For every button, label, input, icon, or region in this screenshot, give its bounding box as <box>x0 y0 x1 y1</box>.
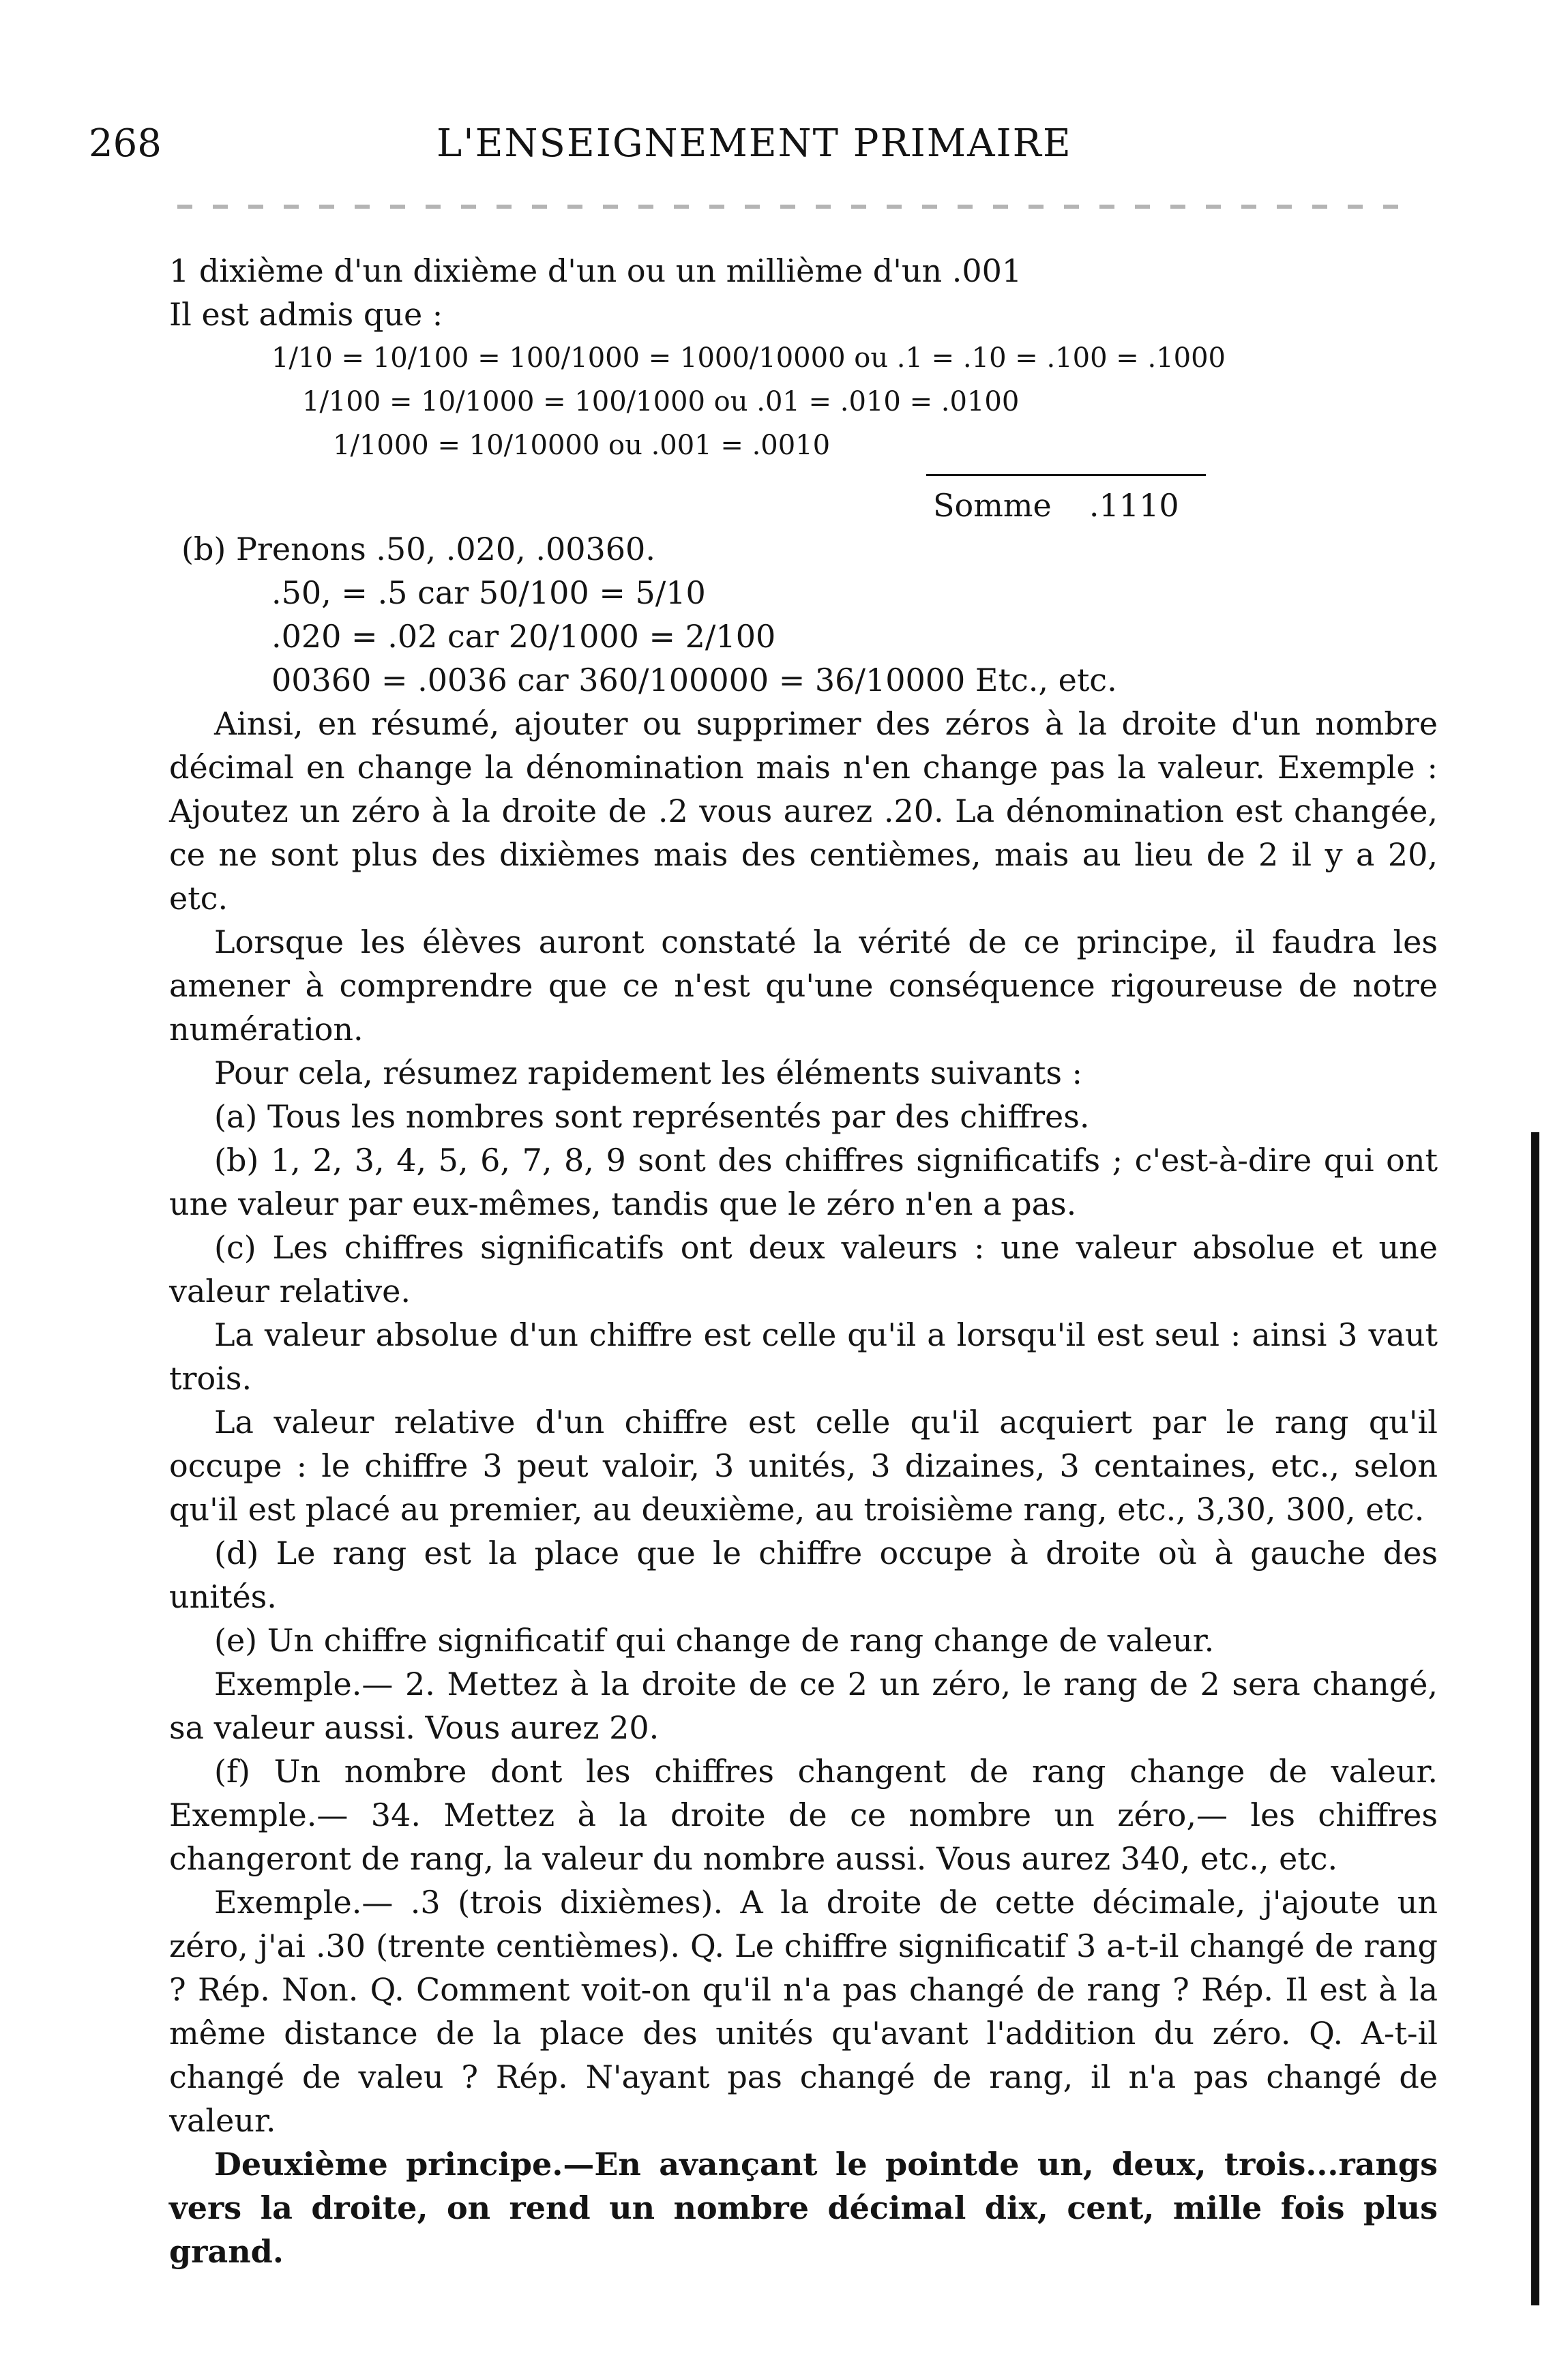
item-d: (d) Le rang est la place que le chiffre occupe à droite où à gauche des unités. <box>169 1535 1438 1615</box>
line-admis: Il est admis que : <box>169 296 443 333</box>
somme-label: Somme <box>933 487 1052 524</box>
b-line-3: 00360 = .0036 car 360/100000 = 36/10000 Etc., etc. <box>271 662 1117 698</box>
item-b: (b) 1, 2, 3, 4, 5, 6, 7, 8, 9 sont des chiffres significatifs ; c'est-à-dire qui ont une valeur par eux-mêmes, tandis que le zéro n'en a pas. <box>169 1142 1438 1222</box>
item-e: (e) Un chiffre significatif qui change de rang change de valeur. <box>214 1622 1215 1659</box>
print-smudge-line <box>177 205 1419 209</box>
b-line-2: .020 = .02 car 20/1000 = 2/100 <box>271 618 776 655</box>
item-c: (c) Les chiffres significatifs ont deux valeurs : une valeur absolue et une valeur relative. <box>169 1229 1438 1310</box>
paragraph-deuxieme-principe: Deuxième principe.—En avançant le pointde un, deux, trois...rangs vers la droite, on rend un nombre décimal dix, cent, mille fois plus grand. <box>169 2146 1438 2270</box>
equation-3: 1/1000 = 10/10000 ou .001 = .0010 <box>333 430 831 461</box>
equation-1: 1/10 = 10/100 = 100/1000 = 1000/10000 ou .1 = .10 = .100 = .1000 <box>271 342 1226 374</box>
page-number: 268 <box>89 121 162 166</box>
paragraph-ainsi: Ainsi, en résumé, ajouter ou supprimer des zéros à la droite d'un nombre décimal en change la dénomination mais n'en change pas la valeur. Exemple : Ajoutez un zéro à la droite de .2 vous aurez .20. La dénomination est changée, ce ne sont plus des dixièmes mais des centièmes, mais au lieu de 2 il y a 20, etc. <box>169 705 1438 917</box>
running-title: L'ENSEIGNEMENT PRIMAIRE <box>437 121 1072 166</box>
paragraph-valeur-relative: La valeur relative d'un chiffre est celle qu'il acquiert par le rang qu'il occupe : le chiffre 3 peut valoir, 3 unités, 3 dizaines, 3 centaines, etc., selon qu'il est placé au premier, au deuxième, au troisième rang, etc., 3,30, 300, etc. <box>169 1404 1438 1528</box>
b-line-1: .50, = .5 car 50/100 = 5/10 <box>271 574 706 611</box>
item-f: (f) Un nombre dont les chiffres changent de rang change de valeur. Exemple.— 34. Mettez à la droite de ce nombre un zéro,— les chiffres changeront de rang, la valeur du nombre aussi. Vous aurez 340, etc., etc. <box>169 1753 1438 1877</box>
sum-rule <box>926 474 1206 476</box>
paragraph-pour-cela: Pour cela, résumez rapidement les éléments suivants : <box>214 1054 1083 1091</box>
item-a: (a) Tous les nombres sont représentés par des chiffres. <box>214 1098 1090 1135</box>
equation-2: 1/100 = 10/1000 = 100/1000 ou .01 = .010 = .0100 <box>302 386 1020 417</box>
example-e: Exemple.— 2. Mettez à la droite de ce 2 un zéro, le rang de 2 sera changé, sa valeur aussi. Vous aurez 20. <box>169 1666 1438 1746</box>
paragraph-valeur-absolue: La valeur absolue d'un chiffre est celle qu'il a lorsqu'il est seul : ainsi 3 vaut trois. <box>169 1316 1438 1397</box>
line-millieme: 1 dixième d'un dixième d'un ou un millième d'un .001 <box>169 252 1022 289</box>
paragraph-lorsque: Lorsque les élèves auront constaté la vérité de ce principe, il faudra les amener à comprendre que ce n'est qu'une conséquence rigoureuse de notre numération. <box>169 924 1438 1048</box>
page-header <box>89 121 1112 176</box>
page-edge-bar <box>1531 1132 1539 2305</box>
somme-value: .1110 <box>1089 487 1179 524</box>
example-f: Exemple.— .3 (trois dixièmes). A la droite de cette décimale, j'ajoute un zéro, j'ai .30 (trente centièmes). Q. Le chiffre significatif 3 a-t-il changé de rang ? Rép. Non. Q. Comment voit-on qu'il n'a pas changé de rang ? Rép. Il est à la même distance de la place des unités qu'avant l'addition du zéro. Q. A-t-il changé de valeu ? Rép. N'ayant pas changé de rang, il n'a pas changé de valeur. <box>169 1884 1438 2139</box>
body-text <box>169 249 1438 2273</box>
somme-line <box>169 484 1438 527</box>
b-intro: (b) Prenons .50, .020, .00360. <box>181 531 655 567</box>
